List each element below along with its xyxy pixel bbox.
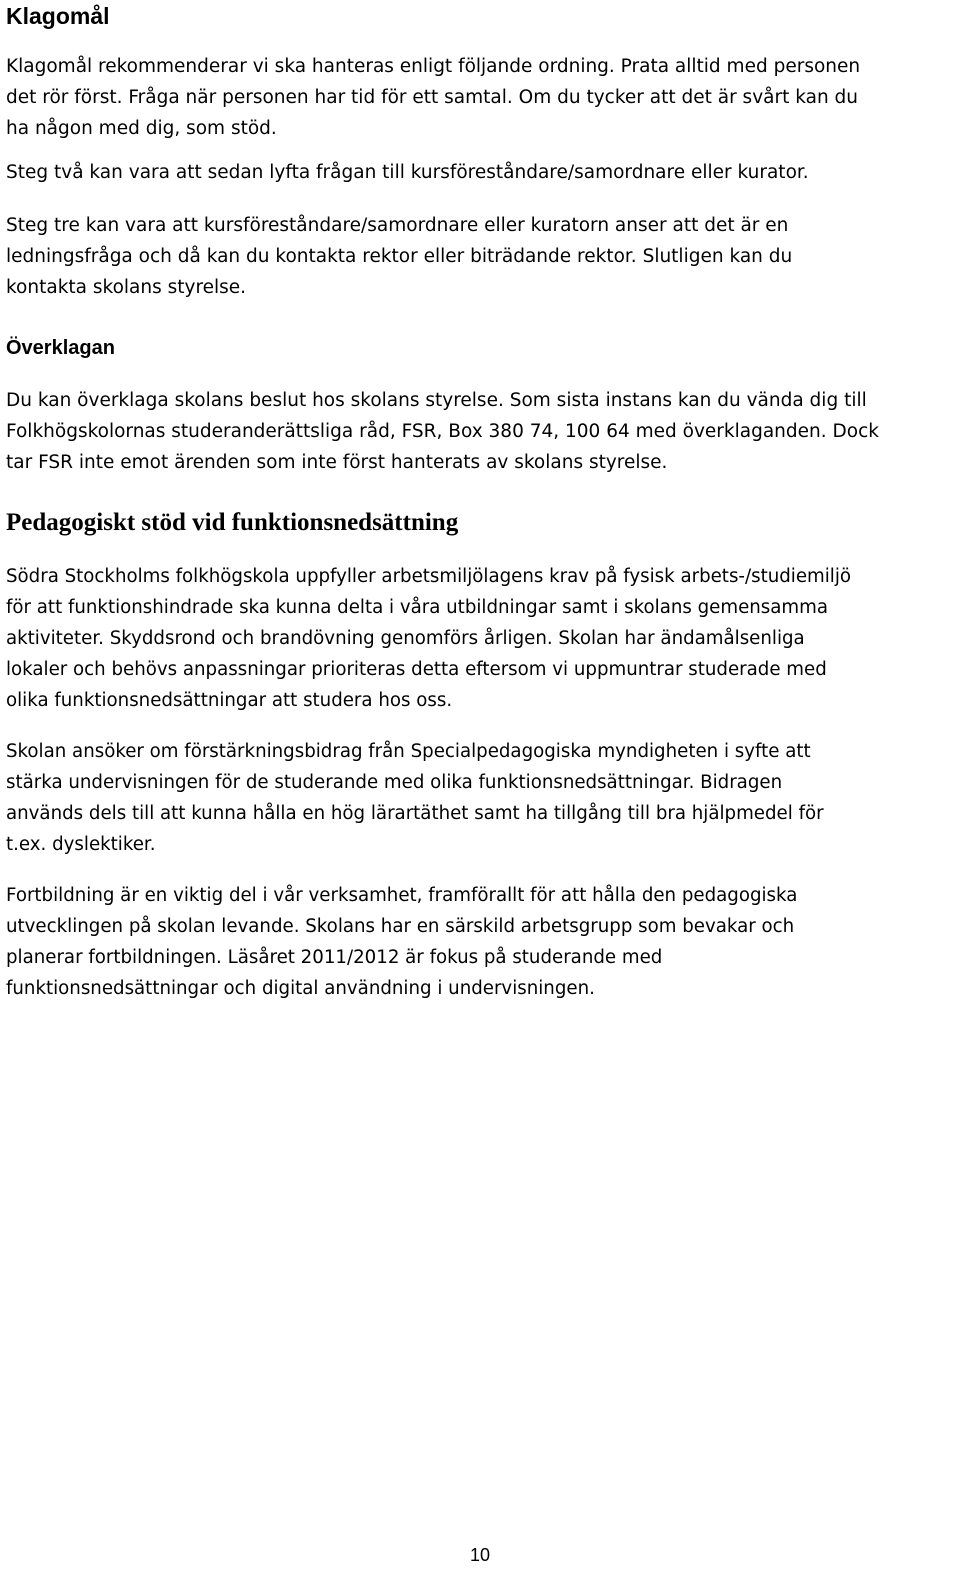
text-line: ha någon med dig, som stöd. [6,118,277,139]
text-line: Du kan överklaga skolans beslut hos skolans styrelse. Som sista instans kan du vända dig till [6,390,867,411]
text-line: kontakta skolans styrelse. [6,277,247,298]
text-line: t.ex. dyslektiker. [6,834,156,855]
text-line: lokaler och behövs anpassningar prioriteras detta eftersom vi uppmuntrar studerade med [6,659,827,680]
paragraph-pedagogiskt-2 [6,736,950,860]
paragraph-pedagogiskt-1 [6,561,950,716]
text-line: olika funktionsnedsättningar att studera hos oss. [6,690,453,711]
paragraph-klagomal-1 [6,51,950,144]
paragraph-klagomal-3 [6,210,950,303]
text-line: det rör först. Fråga när personen har tid för ett samtal. Om du tycker att det är svårt kan du [6,87,859,108]
text-line: utvecklingen på skolan levande. Skolans har en särskild arbetsgrupp som bevakar och [6,916,795,937]
text-line: tar FSR inte emot ärenden som inte först hanterats av skolans styrelse. [6,452,668,473]
heading-klagomal: Klagomål [6,3,110,29]
text-line: Steg två kan vara att sedan lyfta frågan till kursföreståndare/samordnare eller kurator. [6,162,809,183]
text-line: Klagomål rekommenderar vi ska hanteras enligt följande ordning. Prata alltid med personen [6,56,861,77]
text-line: Skolan ansöker om förstärkningsbidrag från Specialpedagogiska myndigheten i syfte att [6,741,811,762]
paragraph-pedagogiskt-3 [6,880,950,1004]
heading-overklagan: Överklagan [6,337,115,359]
paragraph-overklagan-1 [6,385,950,478]
text-line: Folkhögskolornas studeranderättsliga råd, FSR, Box 380 74, 100 64 med överklaganden. Dock [6,421,879,442]
text-line: aktiviteter. Skyddsrond och brandövning genomförs årligen. Skolan har ändamålsenliga [6,628,805,649]
text-line: funktionsnedsättningar och digital användning i undervisningen. [6,978,595,999]
text-line: för att funktionshindrade ska kunna delta i våra utbildningar samt i skolans gemensamma [6,597,828,618]
page-number: 10 [469,1545,491,1565]
text-line: används dels till att kunna hålla en hög lärartäthet samt ha tillgång till bra hjälpmedel för [6,803,824,824]
text-line: planerar fortbildningen. Läsåret 2011/2012 är fokus på studerande med [6,947,663,968]
heading-pedagogiskt-stod: Pedagogiskt stöd vid funktionsnedsättning [6,509,459,536]
paragraph-klagomal-2 [6,157,950,188]
text-line: Steg tre kan vara att kursföreståndare/samordnare eller kuratorn anser att det är en [6,215,789,236]
text-line: Fortbildning är en viktig del i vår verksamhet, framförallt för att hålla den pedagogiska [6,885,798,906]
text-line: Södra Stockholms folkhögskola uppfyller arbetsmiljölagens krav på fysisk arbets-/studiemiljö [6,566,852,587]
text-line: stärka undervisningen för de studerande med olika funktionsnedsättningar. Bidragen [6,772,783,793]
text-line: ledningsfråga och då kan du kontakta rektor eller biträdande rektor. Slutligen kan du [6,246,793,267]
